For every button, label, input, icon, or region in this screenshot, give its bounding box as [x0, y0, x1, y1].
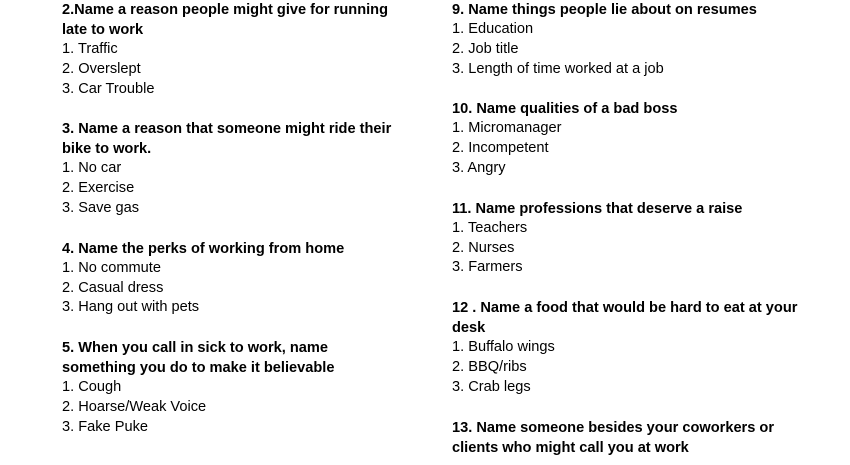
question-5 — [62, 338, 402, 437]
answer-item: 1. Traffic — [62, 41, 118, 57]
answer-list — [62, 378, 402, 437]
question-3 — [62, 119, 402, 218]
question-11 — [452, 199, 812, 278]
question-title: 13. Name someone besides your coworkers or clients who might call you at work — [452, 419, 775, 456]
question-title: 2.Name a reason people might give for running late to work — [62, 2, 388, 38]
answer-list — [62, 159, 402, 218]
answer-item: 3. Length of time worked at a job — [452, 60, 664, 77]
answer-item: 3. Crab legs — [452, 378, 531, 395]
answer-item: 3. Farmers — [452, 259, 523, 276]
answer-item: 1. No car — [62, 160, 122, 177]
answer-list — [452, 219, 812, 278]
right-column — [452, 0, 812, 458]
answer-item: 2. Hoarse/Weak Voice — [62, 398, 207, 415]
answer-item: 3. Save gas — [62, 199, 140, 216]
answer-item: 2. Exercise — [62, 180, 135, 197]
question-2 — [62, 0, 402, 99]
answer-item: 1. Teachers — [452, 219, 528, 236]
answer-list — [62, 40, 402, 99]
answer-item: 1. No commute — [62, 259, 161, 276]
question-12 — [452, 298, 812, 397]
answer-item: 1. Micromanager — [452, 120, 562, 137]
answer-item: 1. Education — [452, 21, 534, 37]
answer-item: 3. Car Trouble — [62, 80, 155, 97]
question-title: 11. Name professions that deserve a raise — [452, 200, 743, 217]
question-title: 10. Name qualities of a bad boss — [452, 101, 678, 118]
answer-item: 2. Overslept — [62, 60, 141, 77]
answer-item: 2. BBQ/ribs — [452, 358, 527, 375]
question-title: 3. Name a reason that someone might ride their bike to work. — [62, 121, 392, 158]
answer-item: 2. Job title — [452, 40, 519, 57]
answer-item: 2. Casual dress — [62, 279, 164, 296]
question-title: 12 . Name a food that would be hard to eat at your desk — [452, 300, 798, 337]
question-title: 5. When you call in sick to work, name something you do to make it believable — [62, 340, 335, 377]
answer-list — [452, 20, 812, 79]
answer-item: 1. Cough — [62, 379, 122, 396]
answer-item: 3. Fake Puke — [62, 418, 148, 435]
answer-item: 3. Angry — [452, 159, 506, 176]
question-9 — [452, 0, 812, 79]
answer-item: 3. Hang out with pets — [62, 299, 200, 316]
left-column — [62, 0, 402, 438]
answer-list — [452, 338, 812, 397]
answer-item: 2. Incompetent — [452, 140, 549, 157]
question-title: 4. Name the perks of working from home — [62, 240, 345, 257]
question-13 — [452, 418, 812, 458]
question-4 — [62, 239, 402, 318]
question-title: 9. Name things people lie about on resumes — [452, 2, 757, 18]
question-10 — [452, 99, 812, 178]
answer-item: 1. Buffalo wings — [452, 339, 555, 356]
answer-item: 2. Nurses — [452, 239, 515, 256]
answer-list — [452, 119, 812, 178]
answer-list — [62, 259, 402, 318]
